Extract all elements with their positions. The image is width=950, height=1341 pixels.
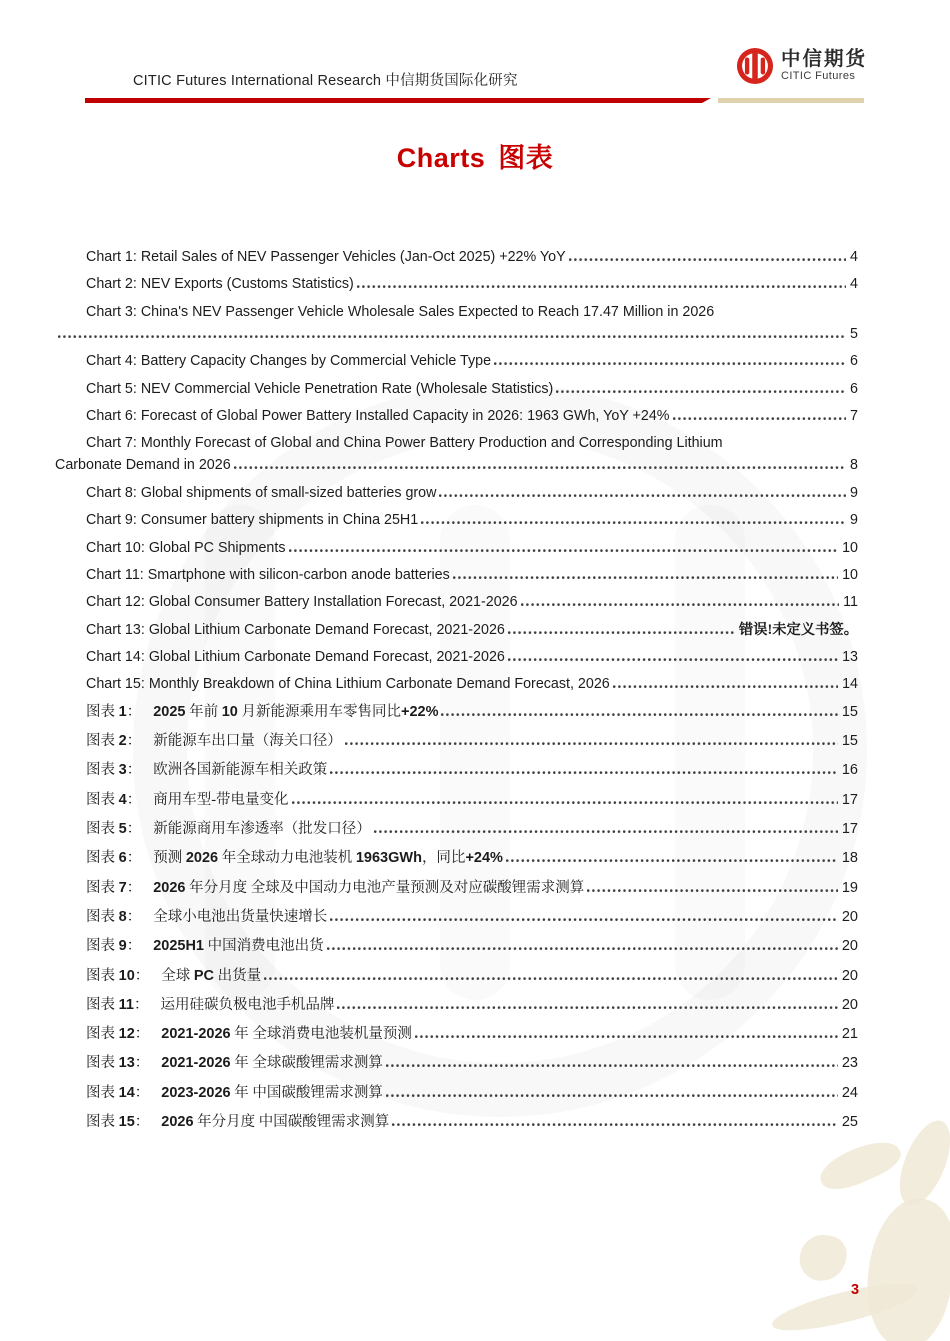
- toc-entry-number: Chart 11:: [86, 566, 144, 583]
- toc-entry-title: 2026 年分月度 中国碳酸锂需求测算: [161, 1114, 390, 1131]
- dot-leader: [292, 800, 838, 804]
- dot-leader: [506, 858, 838, 862]
- toc-page-number: 5: [850, 325, 858, 342]
- toc-entry-en-2[interactable]: [55, 273, 858, 295]
- dot-leader: [357, 284, 846, 288]
- calligraphy-watermark: [851, 1190, 950, 1341]
- toc-page-number: 15: [841, 733, 858, 750]
- toc-entry-number: Chart 1:: [86, 249, 137, 265]
- dot-leader: [673, 416, 847, 420]
- dot-leader: [521, 602, 840, 606]
- toc-entry-number: Chart 13:: [86, 621, 145, 638]
- toc-chinese-section: [55, 701, 858, 1133]
- toc-entry-en-3[interactable]: [55, 301, 858, 345]
- toc-entry-number: 图表 15：: [86, 1114, 150, 1131]
- toc-page-number: 13: [842, 649, 858, 666]
- toc-entry-en-4[interactable]: [55, 350, 858, 372]
- calligraphy-watermark: [815, 1132, 906, 1197]
- toc-entry-title: Monthly Breakdown of China Lithium Carbonate Demand Forecast, 2026: [148, 676, 610, 693]
- toc-entry-title: Global PC Shipments: [148, 539, 286, 556]
- toc-entry-en-1[interactable]: [55, 246, 858, 268]
- toc-entry-zh-4[interactable]: [55, 789, 858, 811]
- toc-page-number: 20: [841, 938, 858, 955]
- dot-leader: [569, 257, 846, 261]
- toc-page-number: 9: [850, 484, 858, 501]
- toc-entry-number: 图表 3：: [86, 762, 142, 779]
- dot-leader: [264, 976, 838, 980]
- toc-entry-number: Chart 10:: [86, 539, 145, 556]
- toc-entry-number: Chart 8:: [86, 484, 137, 501]
- toc-entry-zh-9[interactable]: [55, 935, 858, 957]
- dot-leader: [386, 1093, 838, 1097]
- toc-page-number: 18: [841, 850, 858, 867]
- toc-entry-en-11[interactable]: [55, 564, 858, 586]
- toc-page-number: 7: [850, 407, 858, 424]
- toc-entry-title: 新能源商用车渗透率（批发口径）: [153, 821, 371, 838]
- toc-entry-zh-13[interactable]: [55, 1052, 858, 1074]
- toc-page-number: 4: [850, 249, 858, 265]
- dot-leader: [345, 741, 838, 745]
- header-rule-red-segment: [85, 98, 711, 103]
- dot-leader: [494, 361, 846, 365]
- toc-page-number: 14: [842, 676, 858, 693]
- toc-entry-en-13[interactable]: [55, 619, 858, 641]
- dot-leader: [556, 389, 846, 393]
- toc-entry-en-14[interactable]: [55, 646, 858, 668]
- dot-leader: [508, 630, 735, 634]
- toc-entry-title: 2021-2026 年 全球碳酸锂需求测算: [161, 1055, 383, 1072]
- dot-leader: [421, 520, 846, 524]
- toc-entry-title: Consumer battery shipments in China 25H1: [140, 512, 419, 529]
- toc-page-number: 25: [841, 1114, 858, 1131]
- toc-entry-zh-5[interactable]: [55, 818, 858, 840]
- dot-leader: [386, 1063, 838, 1067]
- toc-entry-zh-10[interactable]: [55, 965, 858, 987]
- toc-page-number: 17: [841, 791, 858, 808]
- toc-entry-zh-15[interactable]: [55, 1111, 858, 1133]
- dot-leader: [439, 493, 846, 497]
- dot-leader: [337, 1005, 837, 1009]
- dot-leader: [58, 334, 846, 338]
- dot-leader: [392, 1122, 838, 1126]
- toc-entry-en-7[interactable]: [55, 432, 858, 476]
- toc-entry-title: Battery Capacity Changes by Commercial Vehicle Type: [140, 353, 492, 370]
- toc-entry-title: Global Consumer Battery Installation Forecast, 2021-2026: [148, 594, 518, 611]
- toc-entry-title: 全球 PC 出货量: [161, 967, 262, 984]
- toc-page-number: 4: [850, 276, 858, 293]
- toc-entry-number: Chart 2:: [86, 276, 137, 293]
- toc-entry-zh-6[interactable]: [55, 847, 858, 869]
- dot-leader: [374, 829, 838, 833]
- dot-leader: [330, 917, 838, 921]
- toc-entry-en-6[interactable]: [55, 405, 858, 427]
- toc-page-number: 23: [841, 1055, 858, 1072]
- toc-entry-number: Chart 7:: [86, 435, 137, 452]
- toc-entry-title: Smartphone with silicon-carbon anode batteries: [147, 566, 450, 583]
- dot-leader: [415, 1034, 838, 1038]
- toc-entry-number: Chart 4:: [86, 353, 137, 370]
- calligraphy-watermark: [797, 1232, 849, 1284]
- toc-entry-zh-2[interactable]: [55, 730, 858, 752]
- toc-entry-title: 全球小电池出货量快速增长: [153, 908, 328, 925]
- toc-entry-number: Chart 3:: [86, 303, 137, 320]
- toc-entry-title: 2023-2026 年 中国碳酸锂需求测算: [161, 1084, 383, 1101]
- toc-entry-title: 商用车型-带电量变化: [153, 791, 289, 808]
- toc-page-number: 20: [841, 908, 858, 925]
- toc-entry-number: 图表 11：: [86, 996, 149, 1013]
- dot-leader: [330, 770, 838, 774]
- toc-page-number: 21: [841, 1026, 858, 1043]
- toc-entry-en-9[interactable]: [55, 509, 858, 531]
- calligraphy-watermark: [890, 1114, 950, 1212]
- toc-page-number: 19: [841, 879, 858, 896]
- dot-leader: [289, 548, 839, 552]
- toc-page-number: 错误!未定义书签。: [738, 621, 858, 638]
- citic-logo-icon: [736, 47, 774, 85]
- logo-english-name: CITIC Futures: [781, 70, 856, 83]
- logo-chinese-name: 中信期货: [781, 47, 868, 70]
- toc-entry-number: Chart 14:: [86, 649, 145, 666]
- toc-entry-en-12[interactable]: [55, 591, 858, 613]
- toc-entry-en-5[interactable]: [55, 378, 858, 400]
- toc-page-number: 11: [843, 594, 858, 611]
- header-rule-tan-segment: [718, 98, 864, 103]
- dot-leader: [587, 888, 838, 892]
- footer-page-number: 3: [850, 1282, 860, 1298]
- citic-futures-logo: [736, 47, 867, 85]
- toc-entry-number: 图表 12：: [86, 1026, 150, 1043]
- toc-entry-title: 2021-2026 年 全球消费电池装机量预测: [161, 1026, 412, 1043]
- toc-page-number: 20: [841, 967, 858, 984]
- header-rule: [85, 98, 865, 103]
- dot-leader: [234, 465, 846, 469]
- toc-entry-title: Global Lithium Carbonate Demand Forecast, 2021-2026: [148, 649, 505, 666]
- toc-entry-number: 图表 6：: [86, 850, 142, 867]
- toc-entry-number: 图表 9：: [86, 938, 142, 955]
- toc-entry-zh-14[interactable]: [55, 1082, 858, 1104]
- toc-page-number: 20: [841, 996, 858, 1013]
- dot-leader: [441, 712, 837, 716]
- toc-entry-number: 图表 5：: [86, 821, 142, 838]
- dot-leader: [327, 946, 838, 950]
- toc-entry-title: 预测 2026 年全球动力电池装机 1963GWh，同比+24%: [153, 850, 503, 867]
- header-research-label: CITIC Futures International Research 中信期货国际化研究: [133, 73, 518, 89]
- toc-entry-zh-7[interactable]: [55, 877, 858, 899]
- page-title: [0, 136, 950, 175]
- toc-entry-title: Global Lithium Carbonate Demand Forecast, 2021-2026: [148, 621, 505, 638]
- toc-entry-zh-12[interactable]: [55, 1023, 858, 1045]
- toc-entry-title-continued: Carbonate Demand in 2026: [55, 457, 231, 474]
- toc-entry-title: Retail Sales of NEV Passenger Vehicles (Jan-Oct 2025) +22% YoY: [140, 249, 566, 265]
- toc-entry-number: Chart 9:: [86, 512, 137, 529]
- toc-entry-title: NEV Commercial Vehicle Penetration Rate (Wholesale Statistics): [140, 380, 554, 397]
- toc-page-number: 17: [841, 821, 858, 838]
- toc-entry-title: 新能源车出口量（海关口径）: [153, 733, 342, 750]
- toc-entry-number: 图表 10：: [86, 967, 150, 984]
- toc-entry-number: 图表 7：: [86, 879, 142, 896]
- toc-page-number: 8: [850, 457, 858, 474]
- toc-english-section: [55, 246, 858, 695]
- toc-page-number: 9: [850, 512, 858, 529]
- toc-entry-number: 图表 8：: [86, 908, 142, 925]
- toc-entry-title: 欧洲各国新能源车相关政策: [153, 762, 328, 779]
- dot-leader: [613, 684, 838, 688]
- toc-entry-zh-1[interactable]: [55, 701, 858, 723]
- toc-entry-en-10[interactable]: [55, 537, 858, 559]
- toc-entry-title: NEV Exports (Customs Statistics): [140, 276, 354, 293]
- toc-entry-number: Chart 5:: [86, 380, 137, 397]
- toc-entry-title: 2025 年前 10 月新能源乘用车零售同比+22%: [153, 703, 439, 720]
- toc-page-number: 16: [841, 762, 858, 779]
- toc-page-number: 15: [841, 703, 858, 720]
- toc-entry-title: Global shipments of small-sized batteries grow: [140, 484, 437, 501]
- logo-wordmark: [781, 49, 867, 83]
- page-title-chinese: 图表: [498, 143, 554, 173]
- toc-page-number: 6: [850, 353, 858, 370]
- toc-entry-title: 2025H1 中国消费电池出货: [153, 938, 324, 955]
- toc-page-number: 10: [842, 566, 858, 583]
- toc-entry-title: Monthly Forecast of Global and China Power Battery Production and Corresponding Lithium: [140, 435, 723, 452]
- toc-entry-title: Forecast of Global Power Battery Installed Capacity in 2026: 1963 GWh, YoY +24%: [140, 407, 670, 424]
- toc-page-number: 10: [842, 539, 858, 556]
- dot-leader: [453, 575, 838, 579]
- toc-entry-number: 图表 4：: [86, 791, 142, 808]
- toc-entry-number: 图表 14：: [86, 1084, 150, 1101]
- toc-entry-number: Chart 12:: [86, 594, 145, 611]
- toc-entry-zh-8[interactable]: [55, 906, 858, 928]
- page-title-english: Charts: [396, 143, 486, 173]
- toc-entry-number: 图表 2：: [86, 733, 142, 750]
- toc-entry-title: 运用硅碳负极电池手机品牌: [160, 996, 335, 1013]
- toc-entry-en-15[interactable]: [55, 673, 858, 695]
- toc-entry-number: 图表 13：: [86, 1055, 150, 1072]
- chart-table-of-contents: [55, 246, 858, 1140]
- dot-leader: [508, 657, 838, 661]
- toc-entry-zh-11[interactable]: [55, 994, 858, 1016]
- toc-page-number: 6: [850, 380, 858, 397]
- toc-entry-number: 图表 1：: [86, 703, 142, 720]
- toc-entry-zh-3[interactable]: [55, 759, 858, 781]
- toc-entry-number: Chart 15:: [86, 676, 145, 693]
- toc-page-number: 24: [841, 1084, 858, 1101]
- toc-entry-title: China's NEV Passenger Vehicle Wholesale Sales Expected to Reach 17.47 Million in 2026: [140, 303, 715, 320]
- toc-entry-number: Chart 6:: [86, 407, 137, 424]
- toc-entry-title: 2026 年分月度 全球及中国动力电池产量预测及对应碳酸锂需求测算: [153, 879, 585, 896]
- toc-entry-en-8[interactable]: [55, 482, 858, 504]
